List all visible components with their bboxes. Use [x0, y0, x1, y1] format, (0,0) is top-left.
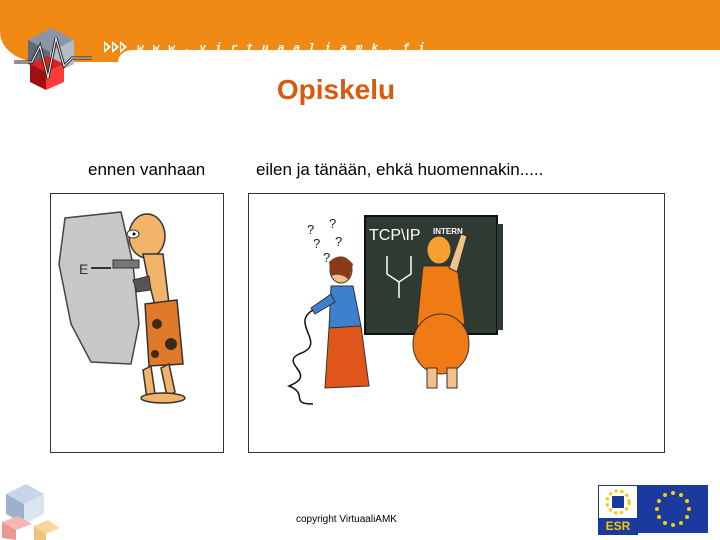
- copyright-text: copyright VirtuaaliAMK: [296, 514, 397, 525]
- svg-text:?: ?: [323, 250, 331, 265]
- esr-logo: [598, 485, 638, 535]
- board-internet-text: INTERN: [433, 227, 463, 236]
- svg-text:?: ?: [313, 236, 321, 251]
- caption-left: ennen vanhaan: [88, 160, 206, 179]
- caveman-image-frame: [50, 193, 224, 453]
- svg-text:?: ?: [329, 216, 337, 231]
- caveman-illustration: [51, 194, 223, 452]
- esr-text: ESR: [605, 519, 631, 533]
- classroom-illustration: [249, 194, 664, 452]
- esr-logo-icon: [599, 486, 637, 534]
- svg-text:?: ?: [307, 222, 315, 237]
- caption-right: eilen ja tänään, ehkä huomennakin.....: [256, 160, 544, 179]
- site-url: www.virtuaaliamk.fi: [137, 40, 434, 54]
- header-banner: [0, 0, 720, 70]
- classroom-image-frame: [248, 193, 665, 453]
- eu-flag-icon: [638, 485, 708, 533]
- arrows-icon: [104, 41, 127, 53]
- svg-text:?: ?: [335, 234, 343, 249]
- board-tcpip-text: TCP\IP: [369, 227, 421, 244]
- eu-flag: [638, 485, 708, 533]
- svg-text:E: E: [79, 261, 89, 277]
- cube-decoration-icon: [0, 478, 60, 540]
- slide-title: Opiskelu: [276, 74, 396, 105]
- url-row: [104, 38, 434, 56]
